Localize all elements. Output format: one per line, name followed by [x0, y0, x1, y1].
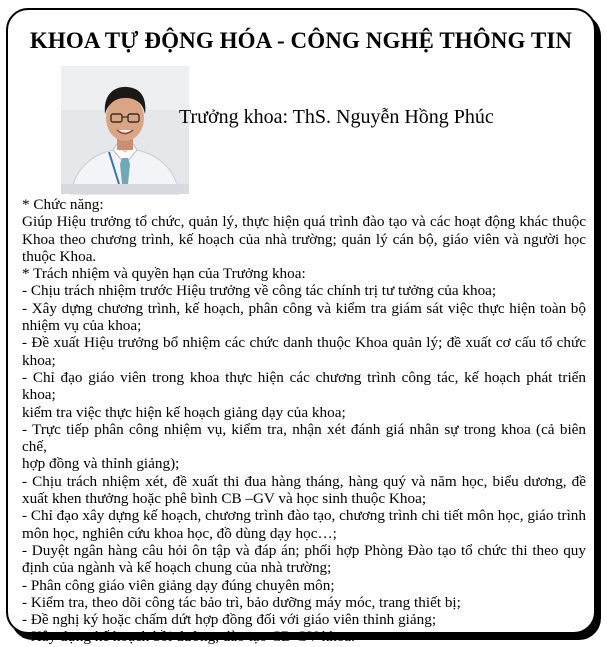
- text-line: Giúp Hiệu trưởng tổ chức, quản lý, thực hiện quá trình đào tạo và các hoạt động khác thuộc: [22, 213, 586, 231]
- text-line: * Chức năng:: [22, 196, 104, 213]
- portrait-photo: [61, 66, 189, 194]
- text-line: - Đề xuất Hiệu trưởng bổ nhiệm các chức danh thuộc Khoa quản lý; đề xuất cơ cấu tổ chức: [22, 334, 586, 352]
- text-line: - Chịu trách nhiệm trước Hiệu trưởng về công tác chính trị tư tưởng của khoa;: [22, 282, 497, 300]
- text-line: nhiệm vụ của khoa;: [22, 317, 142, 335]
- document-frame: [6, 8, 596, 646]
- text-line: - Chịu trách nhiệm xét, đề xuất thi đua hàng tháng, hàng quý và năm học, biểu dương, đề: [22, 472, 586, 490]
- text-line: - Kiểm tra, theo dõi công tác bảo trì, bảo dưỡng máy móc, trang thiết bị;: [22, 593, 461, 611]
- text-line: - Xây dựng kế hoạch bồi dưỡng, đào tạo CB-GV khoa.: [22, 628, 355, 646]
- text-line: - Xây dựng chương trình, kế hoạch, phân công và kiểm tra giám sát việc thực hiện toàn bộ: [22, 299, 586, 317]
- text-line: định của ngành và kế hoạch chung của nhà trường;: [22, 559, 332, 577]
- page-title: KHOA TỰ ĐỘNG HÓA - CÔNG NGHỆ THÔNG TIN: [29, 28, 573, 53]
- text-line: - Duyệt ngân hàng câu hỏi ôn tập và đáp án; phối hợp Phòng Đào tạo tổ chức thi theo quy: [22, 541, 586, 559]
- faculty-head-name: Trưởng khoa: ThS. Nguyễn Hồng Phúc: [179, 106, 494, 128]
- text-line: khoa;: [22, 351, 56, 369]
- text-line: thuộc Khoa.: [22, 247, 97, 265]
- text-line: - Phân công giáo viên giảng dạy đúng chuyên môn;: [22, 576, 335, 594]
- text-line: xuất khen thưởng hoặc phê bình CB –GV và học sinh thuộc Khoa;: [22, 490, 427, 508]
- text-line: kiểm tra việc thực hiện kế hoạch giảng dạy của khoa;: [22, 403, 346, 421]
- text-line: hợp đồng và thỉnh giảng);: [22, 455, 180, 473]
- text-line: - Đề nghị ký hoặc chấm dứt hợp đồng đối với giáo viên thỉnh giảng;: [22, 611, 437, 629]
- portrait-icon: [61, 66, 189, 194]
- text-line: - Trực tiếp phân công nhiệm vụ, kiểm tra, nhận xét đánh giá nhân sự trong khoa (cả biên chế,: [22, 420, 586, 456]
- text-line: * Trách nhiệm và quyền hạn của Trưởng khoa:: [22, 265, 306, 283]
- text-line: môn học, nghiên cứu khoa học, đồ dùng dạy học…;: [22, 524, 337, 542]
- responsibilities-text: [22, 196, 586, 646]
- text-line: - Chỉ đạo giáo viên trong khoa thực hiện các chương trình công tác, kế hoạch phát triển khoa;: [22, 368, 586, 404]
- text-line: Khoa theo chương trình, kế hoạch của nhà trường; quản lý cán bộ, giáo viên và người học: [22, 230, 586, 248]
- text-line: - Chỉ đạo xây dựng kế hoạch, chương trình đào tạo, chương trình chi tiết môn học, giáo trình: [22, 507, 586, 525]
